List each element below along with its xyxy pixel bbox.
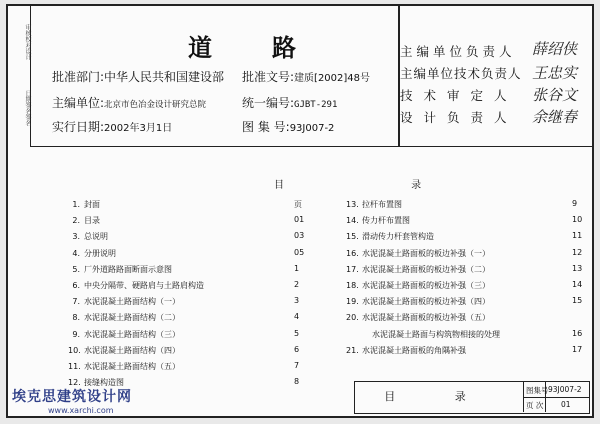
toc-entry-label: 封面 (84, 200, 100, 209)
toc-entry (68, 328, 300, 340)
toc-entry-number: 3. (72, 232, 80, 242)
title-block-name: 目 录 (355, 382, 524, 412)
unified-number: 统一编号:GJBT-291 (242, 96, 338, 110)
toc-entry (68, 344, 300, 356)
signature-chief-unit: 薛绍侠 (532, 40, 578, 58)
atlas-label: 图集号 (526, 386, 549, 395)
toc-entry-number: 1. (72, 200, 80, 209)
toc-entry-page: 11 (572, 231, 583, 241)
toc-entry (346, 231, 583, 242)
approval-dept: 批准部门:中华人民共和国建设部 (52, 70, 225, 84)
toc-entry (68, 280, 300, 291)
toc-entry-page: 03 (294, 231, 305, 241)
toc-entry-page: 5 (294, 328, 300, 338)
toc-entry (68, 231, 305, 242)
role-chief-unit: 主编单位负责人 (400, 44, 516, 59)
toc-entry-number: 20. (346, 313, 359, 323)
effective-date: 实行日期:2002年3月1日 (52, 120, 173, 134)
toc-entry-number: 16. (346, 248, 359, 258)
toc-entry-number: 4. (72, 248, 80, 258)
side-strip-text-top: 审核校对设计 (24, 24, 31, 60)
toc-entry-label: 拉杆布置图 (362, 200, 402, 209)
toc-entry-page: 13 (572, 263, 583, 273)
toc-entry-page: 6 (294, 344, 300, 354)
toc-entry (346, 344, 583, 356)
toc-entry-page: 9 (572, 199, 578, 208)
document-title: 道 路 (188, 33, 314, 62)
toc-entry-page: 2 (294, 280, 300, 289)
toc-entry (346, 328, 583, 340)
toc-entry-page: 01 (294, 215, 305, 225)
atlas-number: 图 集 号:93J007-2 (242, 120, 335, 134)
toc-entry-label: 目录 (84, 216, 100, 226)
toc-entry-number: 2. (72, 216, 80, 226)
toc-entry-number: 9. (72, 329, 80, 339)
toc-entry-page: 页 (294, 200, 302, 209)
toc-entry-number: 15. (346, 232, 359, 242)
toc-entry-page: 14 (572, 280, 583, 289)
toc-entry-number: 12. (68, 378, 81, 388)
toc-entry-number: 13. (346, 200, 359, 209)
toc-entry-page: 10 (572, 215, 583, 225)
title-block (354, 381, 590, 414)
toc-entry-page: 1 (294, 263, 300, 273)
toc-entry-number: 14. (346, 216, 359, 226)
toc-entry-number: 18. (346, 281, 359, 290)
toc-entry (346, 280, 583, 291)
role-tech-reviewer: 技术审定人 (400, 88, 518, 103)
toc-entry-label: 接缝构造图 (84, 378, 124, 388)
toc-entry-label: 水泥混凝土路面结构（四） (84, 345, 180, 355)
toc-entry-page: 16 (572, 328, 583, 338)
toc-entry-page: 7 (294, 361, 300, 370)
watermark-logo: 埃克思建筑设计网 (12, 389, 132, 405)
toc-entry (68, 312, 300, 323)
role-tech-lead: 主编单位技术负责人 (400, 66, 522, 81)
signature-tech-lead: 王忠实 (532, 64, 578, 82)
page-value: 01 (561, 400, 571, 409)
toc-entry-label: 水泥混凝土路面结构（二） (84, 313, 180, 323)
toc-entry-number: 7. (72, 297, 80, 307)
toc-entry (68, 296, 300, 307)
toc-entry (346, 247, 583, 259)
toc-entry-number: 6. (72, 281, 80, 290)
side-strip-text-bottom: 日期签名签名 (24, 90, 31, 126)
toc-entry (68, 361, 300, 372)
toc-entry-page: 05 (294, 247, 305, 257)
toc-entry-label: 水泥混凝土路面与构筑物相接的处理 (372, 329, 500, 339)
toc-entry-label: 水泥混凝土路面板的板边补强（四） (362, 297, 490, 307)
toc-entry-number: 17. (346, 264, 359, 274)
watermark-url: www.xarchi.com (48, 406, 114, 415)
toc-entry (346, 296, 583, 307)
toc-entry-number: 10. (68, 345, 81, 355)
role-design-lead: 设计负责人 (400, 110, 518, 125)
editor-unit: 主编单位:北京市色冶金设计研究总院 (52, 96, 207, 110)
toc-entry-label: 水泥混凝土路面板的板边补强（三） (362, 281, 490, 290)
approval-doc: 批准文号:建质[2002]48号 (242, 70, 371, 84)
toc-entry (346, 215, 583, 226)
toc-entry-label: 水泥混凝土路面结构（一） (84, 297, 180, 307)
toc-entry (68, 199, 302, 210)
toc-entry-number: 11. (68, 362, 81, 371)
toc-entry-label: 水泥混凝土路面结构（三） (84, 329, 180, 339)
toc-entry-label: 分册说明 (84, 248, 116, 258)
toc-entry-page: 15 (572, 296, 583, 306)
signature-design-lead: 余继春 (532, 108, 578, 126)
toc-entry-page: 17 (572, 344, 583, 354)
toc-entry (68, 263, 300, 275)
toc-title: 目 录 (274, 180, 484, 191)
toc-entry-page: 4 (294, 312, 300, 322)
toc-entry-page: 12 (572, 247, 583, 257)
toc-entry-label: 厂外道路路面断面示意图 (84, 264, 172, 274)
toc-entry-number: 21. (346, 345, 359, 355)
toc-entry-number: 19. (346, 297, 359, 307)
atlas-value: 93J007-2 (548, 385, 582, 394)
toc-entry-label: 传力杆布置图 (362, 216, 410, 226)
side-signature-strip (8, 6, 31, 146)
toc-entry-label: 总说明 (84, 232, 108, 242)
toc-entry-page: 8 (294, 377, 300, 387)
toc-entry (346, 199, 578, 210)
title-block-divider (523, 397, 589, 398)
page-label: 页 次 (526, 401, 544, 410)
toc-entry (346, 312, 490, 323)
toc-entry-label: 水泥混凝土路面板的板边补强（二） (362, 264, 490, 274)
toc-entry (68, 247, 305, 259)
toc-entry-label: 滑动传力杆套管构造 (362, 232, 434, 242)
toc-entry-label: 中央分隔带、硬路肩与土路肩构造 (84, 281, 204, 290)
toc-entry-number: 8. (72, 313, 80, 323)
toc-entry-page: 3 (294, 296, 300, 306)
toc-entry-label: 水泥混凝土路面板的板边补强（五） (362, 313, 490, 323)
toc-entry-label: 水泥混凝土路面板的板边补强（一） (362, 248, 490, 258)
toc-entry-label: 水泥混凝土路面结构（五） (84, 362, 180, 371)
toc-entry-label: 水泥混凝土路面板的角隅补强 (362, 345, 466, 355)
toc-entry (68, 215, 305, 226)
toc-entry (346, 263, 583, 275)
signature-tech-reviewer: 张谷文 (532, 86, 578, 104)
drawing-sheet (6, 4, 594, 418)
toc-entry-number: 5. (72, 264, 80, 274)
